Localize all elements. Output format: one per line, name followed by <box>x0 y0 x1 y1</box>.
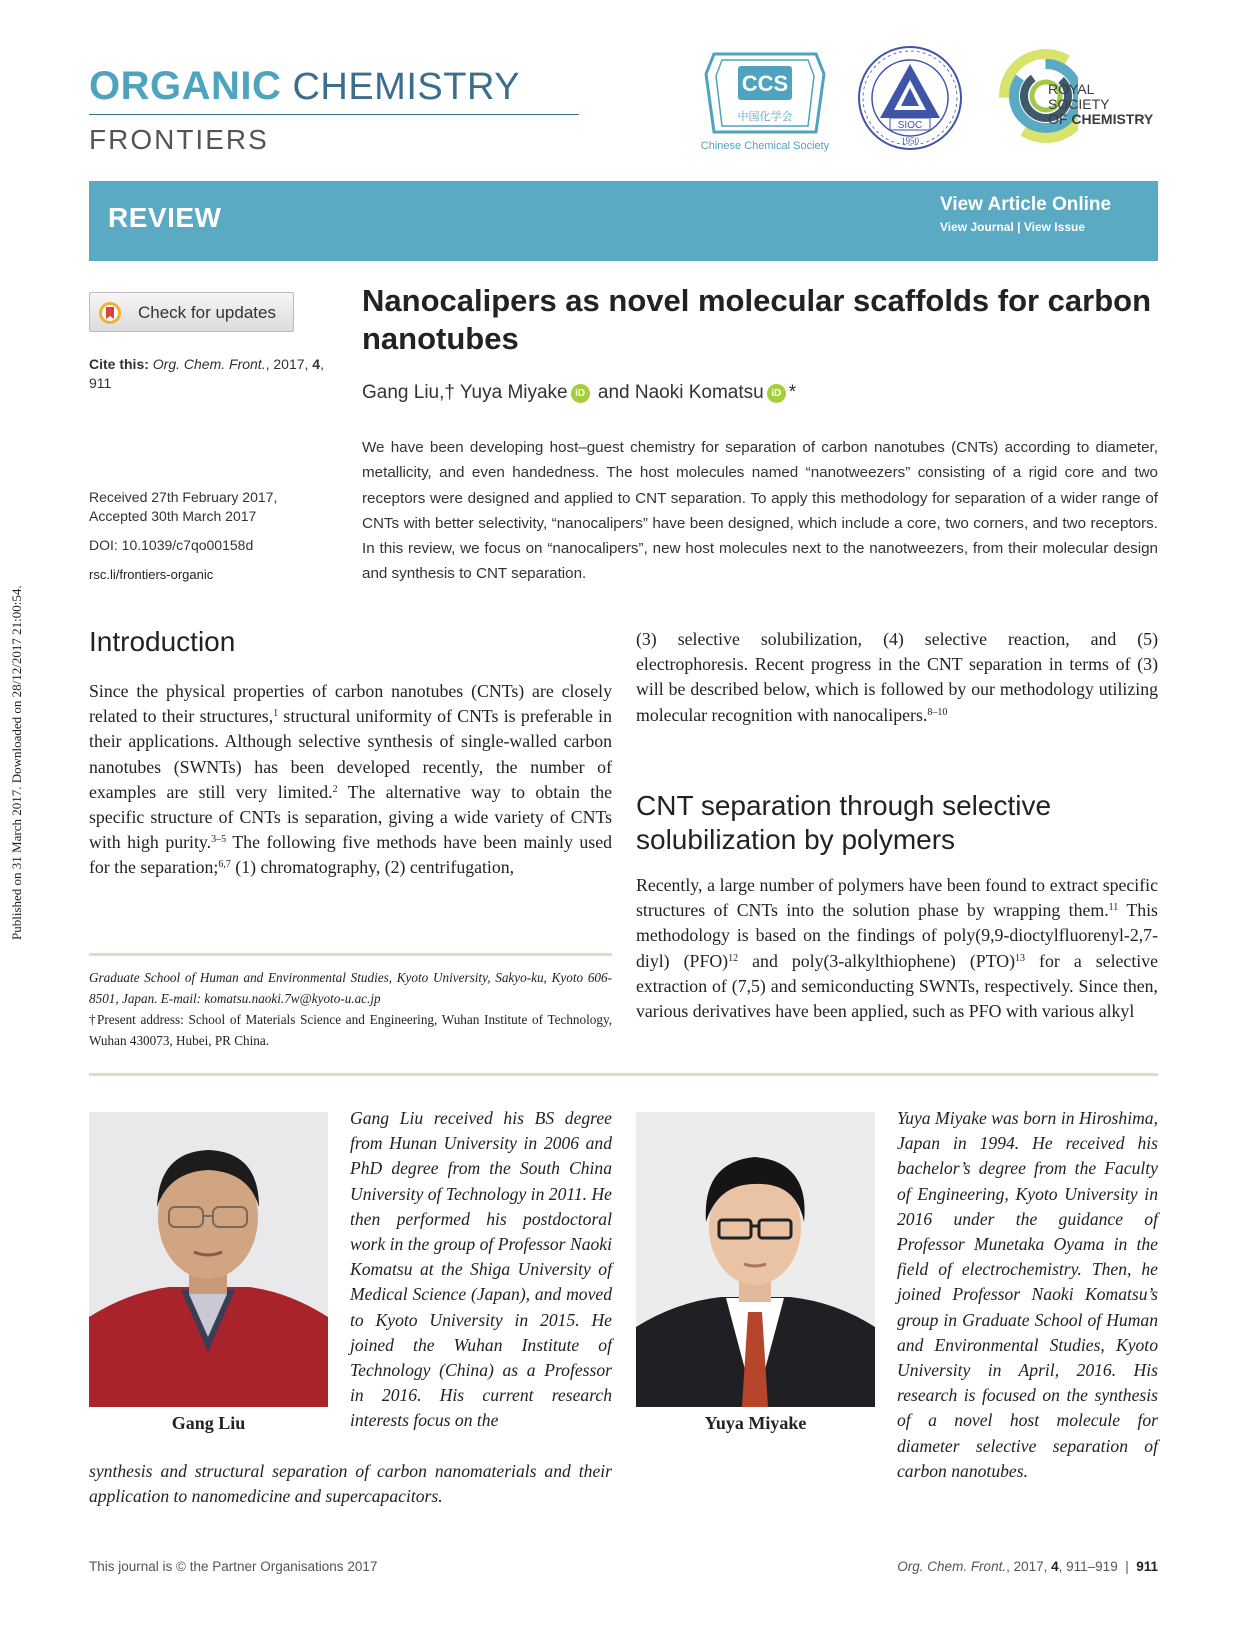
footer-pages: , 911–919 <box>1058 1559 1118 1574</box>
view-links <box>940 194 1150 234</box>
intro-text: Since the physical properties of carbon nanotubes (CNTs) are closely related to their structures, <box>89 681 612 727</box>
affiliations <box>89 967 612 1051</box>
orcid-icon[interactable]: iD <box>571 384 590 403</box>
corresponding-mark: * <box>788 382 797 403</box>
journal-name-light: CHEMISTRY <box>281 66 521 108</box>
intro-text: (3) selective solubilization, (4) selective reaction, and (5) electrophoresis. Recent progress in the CNT separation in terms of (3) will be described below, which is followed by our methodology utilizing molecular recognition with nanocalipers. <box>636 629 1158 725</box>
author-miyake: Yuya Miyake <box>454 382 568 403</box>
intro-text: The alternative way to obtain the specific structure of CNTs is separation, giving a wide variety of CNTs with high purity. <box>89 781 612 853</box>
intro-paragraph <box>89 679 612 881</box>
ref-link[interactable]: 11 <box>1108 902 1119 914</box>
ccs-emblem-icon <box>700 44 830 140</box>
biography-rule <box>89 1073 1158 1076</box>
intro-text: The following five methods have been mainly used for the separation; <box>89 832 612 878</box>
citation <box>89 355 349 393</box>
intro-text: (1) chromatography, (2) centrifugation, <box>230 857 515 878</box>
check-updates-icon <box>98 301 122 325</box>
article-type-label: REVIEW <box>108 202 222 233</box>
journal-name-bold: ORGANIC <box>89 64 282 108</box>
affiliation-rule <box>89 953 612 956</box>
article-title: Nanocalipers as novel molecular scaffolds for carbon nanotubes <box>362 283 1152 356</box>
rsc-logo <box>998 42 1158 152</box>
footer-year: , 2017, <box>1006 1559 1052 1574</box>
section-text: This methodology is based on the findings of poly(9,9-dioctylfluorenyl-2,7-diyl) (PFO) <box>636 900 1158 971</box>
cite-volume: 4 <box>312 356 321 372</box>
accepted-date: Accepted 30th March 2017 <box>89 508 257 524</box>
sioc-label: SIOC <box>897 120 923 131</box>
ccs-caption: Chinese Chemical Society <box>700 140 830 152</box>
bio-text-miyake: Yuya Miyake was born in Hiroshima, Japan in 1994. He received his bachelor’s degree from the Faculty of Engineering, Kyoto University in 2016 under the guidance of Professor Munetaka Oyama in the field of electrochemistry. Then, he joined Professor Naoki Komatsu’s group in Graduate School of Human and Environmental Studies, Kyoto University in April, 2016. His research is focused on the synthesis of a novel host molecule for diameter selective separation of carbon nanotubes. <box>897 1108 1158 1481</box>
journal-title <box>89 64 579 109</box>
affiliation-main: Graduate School of Human and Environmental Studies, Kyoto University, Sakyo-ku, Kyoto 606-8501, Japan. E-mail: komatsu.naoki.7w@kyoto-u.ac.jp <box>89 970 612 1006</box>
view-journal-link[interactable]: View Journal <box>940 220 1014 234</box>
ref-link[interactable]: 3–5 <box>211 834 227 846</box>
intro-paragraph-continued <box>636 627 1158 728</box>
journal-subtitle: FRONTIERS <box>89 124 269 155</box>
ref-link[interactable]: 2 <box>332 783 338 795</box>
ref-link[interactable]: 8–10 <box>927 706 948 718</box>
bio-text-liu-continued: synthesis and structural separation of carbon nanomaterials and their application to nanomedicine and supercapacitors. <box>89 1461 612 1507</box>
ccs-mark-text: CCS <box>741 71 789 96</box>
bio-name-miyake: Yuya Miyake <box>704 1413 807 1433</box>
page-number: 911 <box>1136 1559 1158 1574</box>
view-link-separator: | <box>1013 220 1024 234</box>
footer-separator: | <box>1117 1559 1137 1574</box>
ccs-logo <box>700 44 830 154</box>
cite-label: Cite this: <box>89 356 153 372</box>
cite-page: , 911 <box>89 356 324 391</box>
check-updates-label: Check for updates <box>138 303 276 322</box>
view-article-online-link[interactable]: View Article Online <box>940 194 1112 215</box>
affiliation-present-address: †Present address: School of Materials Science and Engineering, Wuhan Institute of Technology, Wuhan 430073, Hubei, PR China. <box>89 1012 612 1048</box>
intro-text: structural uniformity of CNTs is preferable in their applications. Although selective synthesis of single-walled carbon nanotubes (SWNTs) has been developed recently, the number of examples are still very limited. <box>89 706 612 802</box>
ref-link[interactable]: 1 <box>273 708 279 720</box>
cite-year: , 2017, <box>265 356 313 372</box>
view-issue-link[interactable]: View Issue <box>1023 220 1085 234</box>
orcid-icon[interactable]: iD <box>767 384 786 403</box>
sioc-year: 1950 <box>901 136 919 146</box>
ref-link[interactable]: 12 <box>728 952 739 964</box>
received-date: Received 27th February 2017, <box>89 489 278 505</box>
doi[interactable]: DOI: 10.1039/c7qo00158d <box>89 537 254 553</box>
check-for-updates-button[interactable] <box>89 292 294 332</box>
author-list <box>362 382 1152 404</box>
sioc-seal-icon <box>856 44 964 152</box>
ref-link[interactable]: 13 <box>1015 952 1025 964</box>
abstract: We have been developing host–guest chemistry for separation of carbon nanotubes (CNTs) according to diameter, metallicity, and even handedness. The host molecules named “nanotweezers” consisting of a rigid core and two receptors were designed and applied to CNT separation. To apply this methodology for separation of a wider range of CNTs with better selectivity, “nanocalipers” have been designed, which include a core, two corners, and two receptors. In this review, we focus on “nanocalipers”, new host molecules next to the nanotweezers, from their molecular design and synthesis to CNT separation. <box>362 439 1158 583</box>
footer-journal: Org. Chem. Front. <box>897 1559 1007 1574</box>
author-komatsu: and Naoki Komatsu <box>592 382 764 403</box>
side-publication-note <box>6 470 28 940</box>
footer-citation <box>780 1559 1158 1574</box>
author-photo-liu <box>89 1112 328 1407</box>
intro-heading: Introduction <box>89 626 236 657</box>
author-liu: Gang Liu,† <box>362 382 455 403</box>
footer-volume: 4 <box>1051 1559 1059 1574</box>
journal-link[interactable]: rsc.li/frontiers-organic <box>89 567 214 582</box>
ref-link[interactable]: 6,7 <box>218 859 231 871</box>
article-dates <box>89 488 349 526</box>
cnt-separation-heading: CNT separation through selective solubilization by polymers <box>636 790 1052 855</box>
bio-name-liu: Gang Liu <box>171 1413 246 1433</box>
section-text: for a selective extraction of (7,5) and semiconducting SWNTs, respectively. Since then, various derivatives have been applied, such as PFO with various alkyl <box>636 950 1158 1022</box>
ccs-chinese-name: 中国化学会 <box>737 110 793 123</box>
portrait-image <box>636 1112 875 1407</box>
cnt-separation-paragraph <box>636 873 1158 1024</box>
cite-journal: Org. Chem. Front. <box>152 356 266 372</box>
author-photo-miyake <box>636 1112 875 1407</box>
rsc-of: OF <box>1048 111 1072 127</box>
rsc-name-line1: ROYAL SOCIETY <box>1048 81 1110 112</box>
portrait-image <box>89 1112 328 1407</box>
section-text: Recently, a large number of polymers have been found to extract specific structures of CNTs into the solution phase by wrapping them. <box>636 875 1158 921</box>
section-text: and poly(3-alkylthiophene) (PTO) <box>738 950 1015 971</box>
side-publication-text: Published on 31 March 2017. Downloaded on 28/12/2017 21:00:54. <box>9 585 24 940</box>
bio-text-liu: Gang Liu received his BS degree from Hunan University in 2006 and PhD degree from the South China University of Technology in 2011. He then performed his postdoctoral work in the group of Professor Naoki Komatsu at the Shiga University of Medical Science (Japan), and moved to Kyoto University in 2015. He joined the Wuhan Institute of Technology (China) as a Professor in 2016. His current research interests focus on the <box>350 1108 612 1431</box>
journal-title-rule <box>89 114 579 115</box>
footer-copyright: This journal is © the Partner Organisations 2017 <box>89 1559 378 1574</box>
sioc-logo <box>856 44 964 152</box>
rsc-name-line2: CHEMISTRY <box>1071 111 1154 127</box>
